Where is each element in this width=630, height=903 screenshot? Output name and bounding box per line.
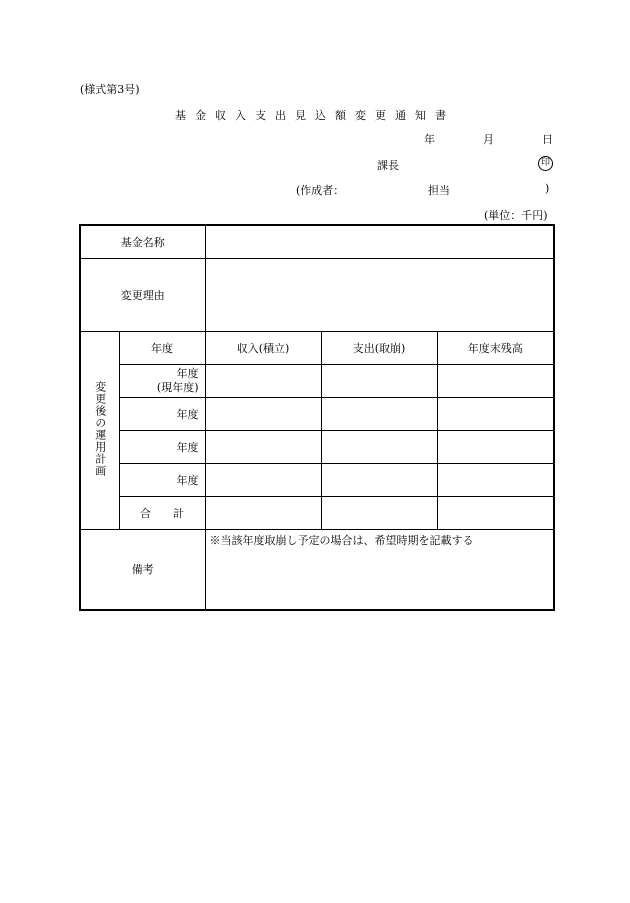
plan-expense-cell[interactable]	[321, 397, 437, 430]
plan-row	[80, 463, 554, 496]
total-income-cell[interactable]	[205, 496, 321, 529]
plan-year-label: 年度	[119, 397, 205, 430]
remarks-label: 備考	[80, 529, 205, 610]
fund-name-label: 基金名称	[80, 225, 205, 258]
plan-income-cell[interactable]	[205, 430, 321, 463]
remarks-field[interactable]: ※当該年度取崩し予定の場合は、希望時期を記載する	[205, 529, 554, 610]
fund-name-row	[80, 225, 554, 258]
plan-year-label	[119, 364, 205, 397]
creator-close-paren: )	[545, 182, 550, 195]
plan-year-label: 年度	[119, 430, 205, 463]
plan-section-label-cell	[80, 331, 119, 529]
date-month-label: 月	[483, 133, 494, 146]
main-form-table	[79, 224, 555, 611]
column-header-income: 収入(積立)	[205, 331, 321, 364]
fund-name-field[interactable]	[205, 225, 554, 258]
total-balance-cell[interactable]	[437, 496, 554, 529]
date-year-label: 年	[424, 133, 435, 146]
plan-section-label: 変更後の運用計画	[93, 380, 107, 477]
column-header-balance: 年度末残高	[437, 331, 554, 364]
plan-year-label: 年度	[119, 463, 205, 496]
creator-person-label: 担当	[428, 184, 450, 197]
plan-balance-cell[interactable]	[437, 397, 554, 430]
total-row	[80, 496, 554, 529]
plan-expense-cell[interactable]	[321, 463, 437, 496]
plan-header-row	[80, 331, 554, 364]
total-label: 合 計	[119, 496, 205, 529]
form-number: (様式第3号)	[80, 83, 140, 96]
plan-year-label-note: (現年度)	[156, 380, 199, 394]
plan-balance-cell[interactable]	[437, 430, 554, 463]
change-reason-label: 変更理由	[80, 258, 205, 331]
column-header-year: 年度	[119, 331, 205, 364]
change-reason-row	[80, 258, 554, 331]
document-title: 基金収入支出見込額変更通知書	[175, 109, 455, 122]
column-header-expense: 支出(取崩)	[321, 331, 437, 364]
unit-label: (単位：千円)	[484, 209, 548, 222]
chief-label: 課長	[377, 159, 399, 172]
plan-row	[80, 364, 554, 397]
remarks-row	[80, 529, 554, 610]
plan-row	[80, 397, 554, 430]
change-reason-field[interactable]	[205, 258, 554, 331]
plan-income-cell[interactable]	[205, 463, 321, 496]
plan-balance-cell[interactable]	[437, 463, 554, 496]
plan-row	[80, 430, 554, 463]
seal-icon: 印	[538, 156, 553, 171]
plan-income-cell[interactable]	[205, 364, 321, 397]
date-day-label: 日	[542, 133, 553, 146]
plan-expense-cell[interactable]	[321, 430, 437, 463]
plan-year-label-text: 年度	[176, 366, 199, 380]
plan-income-cell[interactable]	[205, 397, 321, 430]
plan-expense-cell[interactable]	[321, 364, 437, 397]
creator-label: (作成者：	[296, 184, 345, 197]
plan-balance-cell[interactable]	[437, 364, 554, 397]
total-expense-cell[interactable]	[321, 496, 437, 529]
